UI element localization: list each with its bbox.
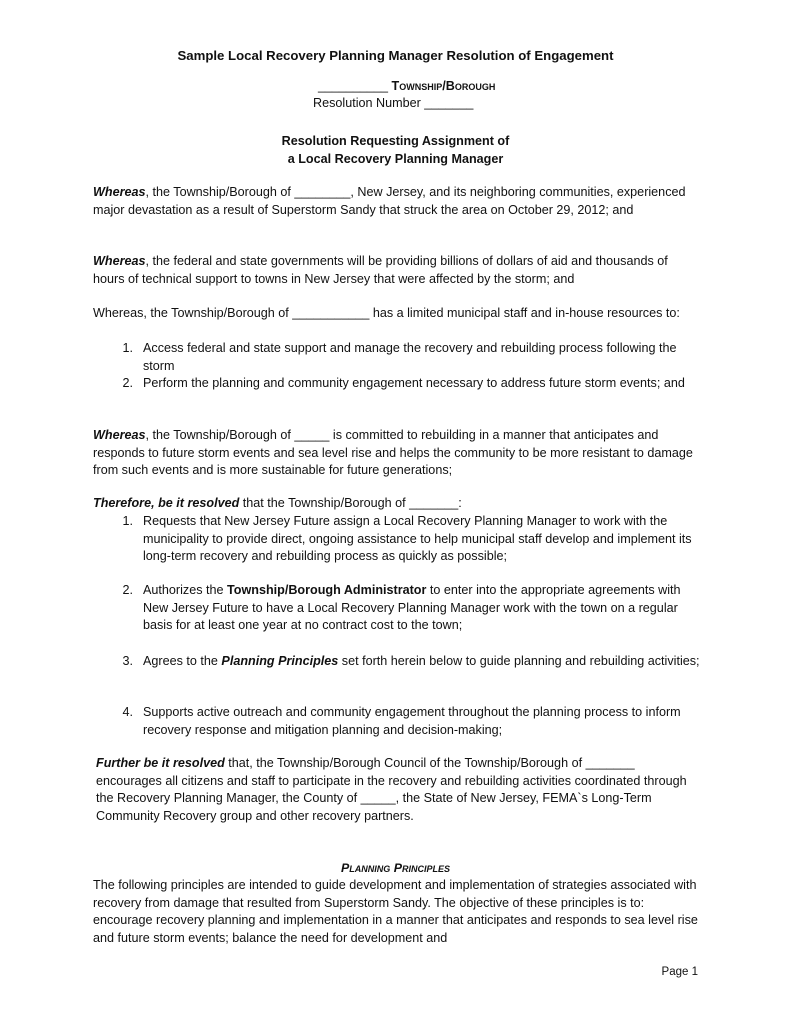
whereas-keyword: Whereas xyxy=(93,254,146,268)
list-text: Authorizes the Township/Borough Administrator to enter into the appropriate agreements with New Jersey Future to have a Local Recovery Planning Manager work with the town on a regular basis for at least one year at no contract cost to the town; xyxy=(143,583,681,632)
list-text: Perform the planning and community engagement necessary to address future storm events; and xyxy=(143,376,685,390)
list-number: 2. xyxy=(122,376,133,390)
list-number: 2. xyxy=(122,583,133,597)
further-resolved-paragraph xyxy=(96,755,701,825)
whereas-paragraph-2 xyxy=(93,253,698,288)
list-number: 4. xyxy=(122,705,133,719)
further-text: that, the Township/Borough Council of the Township/Borough of _______ encourages all citizens and staff to participate in the recovery and rebuilding activities coordinated through the Recovery Planning Manager, the County of _____, the State of New Jersey, FEMA`s Long-Term Community Recovery group and other recovery partners. xyxy=(96,756,687,823)
whereas-paragraph-4 xyxy=(93,427,698,480)
list-text: Supports active outreach and community engagement throughout the planning process to inform recovery response and mitigation planning and decision-making; xyxy=(143,705,681,737)
municipality-label: Township/Borough xyxy=(391,79,496,93)
list-text: Agrees to the Planning Principles set forth herein below to guide planning and rebuilding activities; xyxy=(143,654,700,668)
list-text: Access federal and state support and manage the recovery and rebuilding process following the storm xyxy=(143,341,677,373)
whereas-keyword: Whereas xyxy=(93,185,146,199)
list-number: 1. xyxy=(122,341,133,355)
list-item xyxy=(93,375,703,393)
page-number: Page 1 xyxy=(661,966,698,978)
planning-principles-term: Planning Principles xyxy=(221,654,339,668)
municipality-blank: __________ xyxy=(318,79,389,93)
whereas-list xyxy=(93,340,703,393)
list-item xyxy=(93,340,703,375)
list-number: 1. xyxy=(122,514,133,528)
whereas-paragraph-3: Whereas, the Township/Borough of ___________ has a limited municipal staff and in-house resources to: xyxy=(93,306,680,320)
list-number: 3. xyxy=(122,654,133,668)
further-keyword: Further be it resolved xyxy=(96,756,225,770)
whereas-keyword: Whereas xyxy=(93,428,146,442)
heading-line-2: a Local Recovery Planning Manager xyxy=(287,151,504,166)
whereas-paragraph-1 xyxy=(93,184,698,219)
resolved-item-1 xyxy=(93,513,703,566)
whereas-text: , the federal and state governments will be providing billions of dollars of aid and thousands of hours of technical support to towns in New Jersey that were affected by the storm; and xyxy=(93,254,668,286)
planning-principles-heading: Planning Principles xyxy=(341,861,450,875)
planning-principles-text: The following principles are intended to guide development and implementation of strategies associated with recovery from damage that resulted from Superstorm Sandy. The objective of these principles is to: encourage recovery planning and implementation in a manner that anticipates and responds to sea level rise and future storm events; balance the need for development and xyxy=(93,878,698,945)
administrator-term: Township/Borough Administrator xyxy=(227,583,427,597)
resolved-item-2 xyxy=(93,582,703,635)
document-title: Sample Local Recovery Planning Manager Resolution of Engagement xyxy=(177,48,614,63)
list-text: Requests that New Jersey Future assign a Local Recovery Planning Manager to work with the municipality to provide direct, ongoing assistance to help municipal staff develop and implement its long-term recovery and rebuilding process as quickly as possible; xyxy=(143,514,692,563)
therefore-paragraph xyxy=(93,495,698,513)
therefore-text: that the Township/Borough of _______: xyxy=(239,496,462,510)
municipality-line xyxy=(318,79,518,93)
resolved-item-4 xyxy=(93,704,703,739)
resolution-heading xyxy=(93,133,698,168)
therefore-keyword: Therefore, be it resolved xyxy=(93,496,240,510)
heading-line-1: Resolution Requesting Assignment of xyxy=(281,134,510,148)
whereas-text: , the Township/Borough of _____ is committed to rebuilding in a manner that anticipates and responds to future storm events and sea level rise and helps the community to be more resistant to damage from such events and is more sustainable for future generations; xyxy=(93,428,693,477)
whereas-text: , the Township/Borough of ________, New Jersey, and its neighboring communities, experienced major devastation as a result of Superstorm Sandy that struck the area on October 29, 2012; and xyxy=(93,185,686,217)
resolved-item-3 xyxy=(93,653,703,671)
resolution-number: Resolution Number _______ xyxy=(313,96,474,110)
